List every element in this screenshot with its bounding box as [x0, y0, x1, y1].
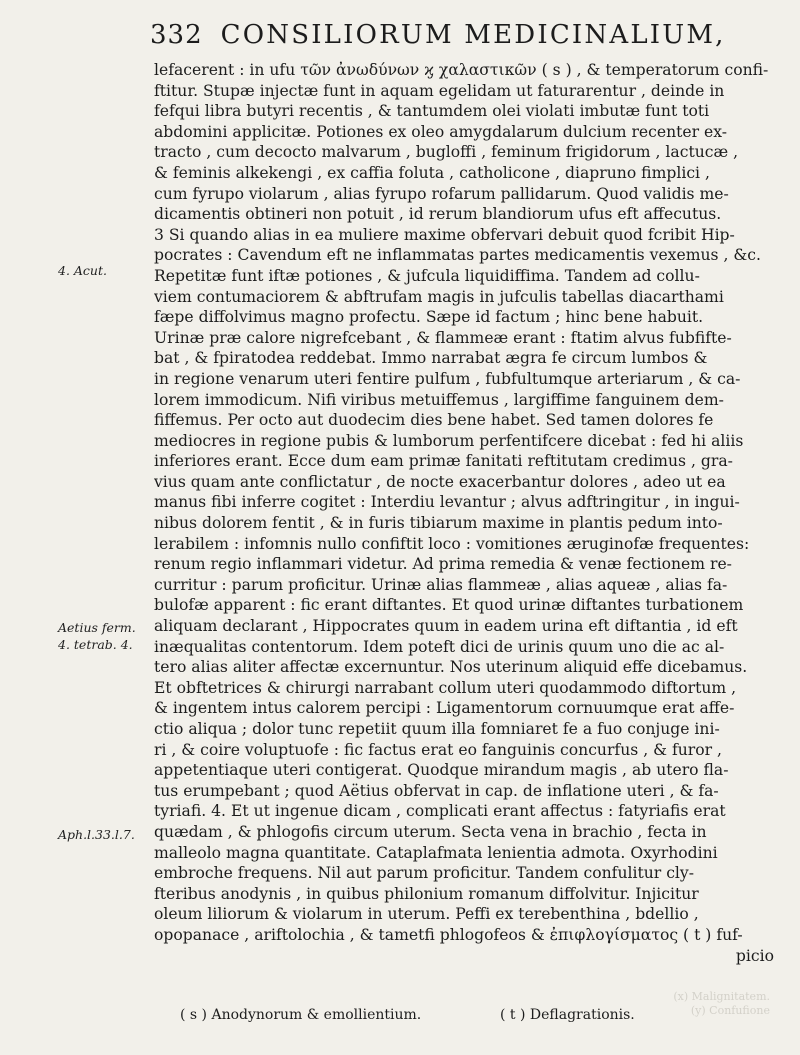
text-line: Repetitæ funt iftæ potiones , & jufcula liquidiffima. Tandem ad collu-: [154, 266, 700, 285]
text-line: renum regio inflammari videtur. Ad prima remedia & venæ fectionem re-: [154, 555, 732, 574]
page-header: [150, 20, 770, 60]
text-line: nibus dolorem fentit , & in furis tibiarum maxime in plantis pedum into-: [154, 514, 723, 533]
running-title: CONSILIORUM MEDICINALIUM,: [220, 20, 726, 50]
footnote: ( s ) Anodynorum & emollientium.: [180, 1007, 422, 1023]
text-line-catchword: picio: [735, 946, 774, 965]
text-line: ctio aliqua ; dolor tunc repetiit quum illa fomniaret fe a fuo conjuge ini-: [154, 720, 720, 738]
text-line: inæqualitas contentorum. Idem poteft dici de urinis quum uno die ac al-: [154, 637, 725, 656]
text-line: manus fibi inferre cogitet : Interdiu levantur ; alvus adftringitur , in ingui-: [154, 493, 740, 512]
text-line: bulofæ apparent : fic erant diftantes. Et quod urinæ diftantes turbationem: [154, 596, 744, 615]
text-line: malleolo magna quantitate. Cataplafmata lenientia admota. Oxyrhodini: [154, 843, 718, 862]
text-line: fiffemus. Per octo aut duodecim dies bene habet. Sed tamen dolores fe: [154, 411, 714, 430]
text-line: oleum liliorum & violarum in uterum. Peffi ex terebenthina , bdellio ,: [154, 905, 699, 924]
text-line: appetentiaque uteri contigerat. Quodque mirandum magis , ab utero fla-: [154, 761, 729, 780]
text-line: ri , & coire voluptuofe : fic factus erat eo fanguinis concurfus , & furor ,: [154, 740, 722, 759]
text-line: tus erumpebant ; quod Aëtius obfervat in cap. de inflatione uteri , & fa-: [154, 781, 719, 800]
text-line: bat , & fpiratodea reddebat. Immo narrabat ægra fe circum lumbos &: [154, 349, 708, 368]
footnote: ( t ) Deflagrationis.: [500, 1007, 635, 1023]
text-line: pocrates : Cavendum eft ne inflammatas partes medicamentis vexemus , &c.: [154, 246, 761, 265]
margin-note: Aph.l.33.l.7.: [58, 827, 135, 842]
text-line: abdomini applicitæ. Potiones ex oleo amygdalarum dulcium recenter ex-: [154, 122, 728, 141]
footnotes: [180, 1005, 740, 1035]
text-line: aliquam declarant , Hippocrates quum in eadem urina eft diftantia , id eft: [154, 617, 738, 636]
margin-note: 4. Acut.: [58, 263, 107, 278]
text-line: fteribus anodynis , in quibus philonium romanum diffolvitur. Injicitur: [154, 884, 699, 903]
text-line: lorem immodicum. Nifi viribus metuiffemus , largiffime fanguinem dem-: [154, 390, 724, 409]
margin-note: Aetius ferm. 4. tetrab. 4.: [58, 620, 136, 652]
text-line: dicamentis obtineri non potuit , id rerum blandiorum ufus eft affecutus.: [154, 205, 722, 224]
text-line: mediocres in regione pubis & lumborum perfentifcere dicebat : fed hi aliis: [154, 431, 744, 450]
text-line: tracto , cum decocto malvarum , bugloffi , feminum frigidorum , lactucæ ,: [154, 143, 739, 162]
text-line: viem contumaciorem & abftrufam magis in jufculis tabellas diacarthami: [154, 287, 724, 306]
text-line: curritur : parum proficitur. Urinæ alias flammeæ , alias aqueæ , alias fa-: [154, 575, 728, 594]
bleed-through-line: (x) Malignitatem.: [673, 990, 770, 1003]
text-line: opopanace , ariftolochia , & tametfi phlogofeos & ἐπιφλογίσματος ( t ) fuf-: [154, 925, 743, 944]
text-line: inferiores erant. Ecce dum eam primæ fanitati reftitutam credimus , gra-: [154, 452, 733, 471]
text-line: vius quam ante conflictatur , de nocte exacerbantur dolores , adeo ut ea: [154, 472, 726, 491]
text-line: & ingentem intus calorem percipi : Ligamentorum cornuumque erat affe-: [154, 699, 735, 718]
text-line: embroche frequens. Nil aut parum proficitur. Tandem confulitur cly-: [154, 864, 694, 883]
text-line: Et obftetrices & chirurgi narrabant collum uteri quodammodo diftortum ,: [154, 678, 737, 697]
text-line: in regione venarum uteri fentire pulfum , fubfultumque arteriarum , & ca-: [154, 369, 741, 388]
text-line: & feminis alkekengi , ex caffia foluta , catholicone , diapruno fimplici ,: [154, 163, 710, 182]
text-line: cum fyrupo violarum , alias fyrupo rofarum pallidarum. Quod validis me-: [154, 184, 729, 203]
text-line: 3 Si quando alias in ea muliere maxime obfervari debuit quod fcribit Hip-: [154, 225, 735, 244]
text-line: tero alias aliter affectæ excernuntur. Nos uterinum aliquid effe dicebamus.: [154, 658, 748, 677]
page-number: 332: [150, 20, 203, 50]
text-line: quædam , & phlogofis circum uterum. Secta vena in brachio , fecta in: [154, 822, 707, 841]
text-line: fefqui libra butyri recentis , & tantumdem olei violati imbutæ funt toti: [154, 102, 710, 121]
text-line: lerabilem : infomnis nullo confiftit loco : vomitiones æruginofæ frequentes:: [154, 534, 750, 553]
text-line: ftitur. Stupæ injectæ funt in aquam egelidam ut faturarentur , deinde in: [154, 81, 725, 100]
bleed-through-line: (y) Confufione: [690, 1004, 770, 1017]
text-line: lefacerent : in ufu τῶν ἀνωδύνων ϗ χαλαστικῶν ( s ) , & temperatorum confi-: [154, 61, 769, 79]
text-line: tyriafi. 4. Et ut ingenue dicam , complicati erant affectus : fatyriafis erat: [154, 802, 726, 821]
text-line: Urinæ præ calore nigrefcebant , & flammeæ erant : ftatim alvus fubfifte-: [154, 328, 732, 347]
text-line: fæpe diffolvimus magno profectu. Sæpe id factum ; hinc bene habuit.: [154, 308, 704, 327]
main-text-block: [154, 60, 774, 966]
